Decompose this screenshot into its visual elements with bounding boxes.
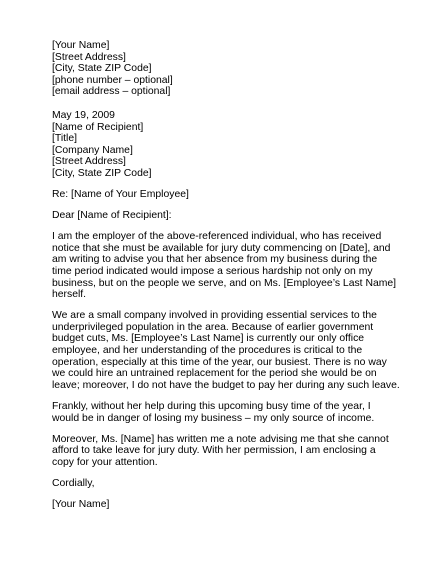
body-paragraph-4 <box>52 434 400 469</box>
recipient-street: [Street Address] <box>52 156 126 168</box>
body-line: am writing to advise you that her absence from my business during the <box>52 254 378 266</box>
sender-address-block <box>52 40 400 98</box>
recipient-address-block <box>52 110 400 180</box>
body-line: operation, especially at this time of the year, our busiest. There is no way <box>52 356 387 368</box>
body-line: notice that she must be available for jury duty commencing on [Date], and <box>52 242 391 254</box>
body-line: budget cuts, Ms. [Employee’s Last Name] is currently our only office <box>52 333 365 345</box>
body-line: copy for your attention. <box>52 456 158 468</box>
subject-line: Re: [Name of Your Employee] <box>52 189 189 201</box>
body-paragraph-1 <box>52 231 400 301</box>
body-paragraph-2 <box>52 310 400 391</box>
sender-name: [Your Name] <box>52 40 110 51</box>
sender-email: [email address – optional] <box>52 86 171 98</box>
body-line: employee, and her understanding of the procedures is critical to the <box>52 345 363 357</box>
body-line: would be in danger of losing my business – my only source of income. <box>52 412 375 424</box>
sender-phone: [phone number – optional] <box>52 74 173 86</box>
recipient-company: [Company Name] <box>52 144 133 156</box>
sender-street: [Street Address] <box>52 51 126 63</box>
body-line: Frankly, without her help during this upcoming busy time of the year, I <box>52 400 371 412</box>
body-line: leave; moreover, I do not have the budget to pay her during any such leave. <box>52 379 400 391</box>
letter-date: May 19, 2009 <box>52 109 115 121</box>
sender-city: [City, State ZIP Code] <box>52 63 152 75</box>
body-line: underprivileged population in the area. Because of earlier government <box>52 321 374 333</box>
closing: Cordially, <box>52 477 95 489</box>
recipient-name: [Name of Recipient] <box>52 121 144 133</box>
body-line: afford to take leave for jury duty. With her permission, I am enclosing a <box>52 445 376 457</box>
body-line: herself. <box>52 289 87 301</box>
salutation: Dear [Name of Recipient]: <box>52 210 172 222</box>
body-line: we could hire an untrained replacement for the period she would be on <box>52 368 377 380</box>
recipient-title: [Title] <box>52 133 78 145</box>
body-line: time period indicated would impose a serious hardship not only on my <box>52 266 373 277</box>
recipient-city: [City, State ZIP Code] <box>52 167 152 179</box>
body-line: We are a small company involved in providing essential services to the <box>52 310 377 322</box>
body-paragraph-3 <box>52 401 400 424</box>
body-line: I am the employer of the above-referenced individual, who has received <box>52 231 382 243</box>
body-line: business, but on the people we serve, and on Ms. [Employee’s Last Name] <box>52 277 397 289</box>
body-line: Moreover, Ms. [Name] has written me a note advising me that she cannot <box>52 433 389 445</box>
signature-name: [Your Name] <box>52 499 110 510</box>
